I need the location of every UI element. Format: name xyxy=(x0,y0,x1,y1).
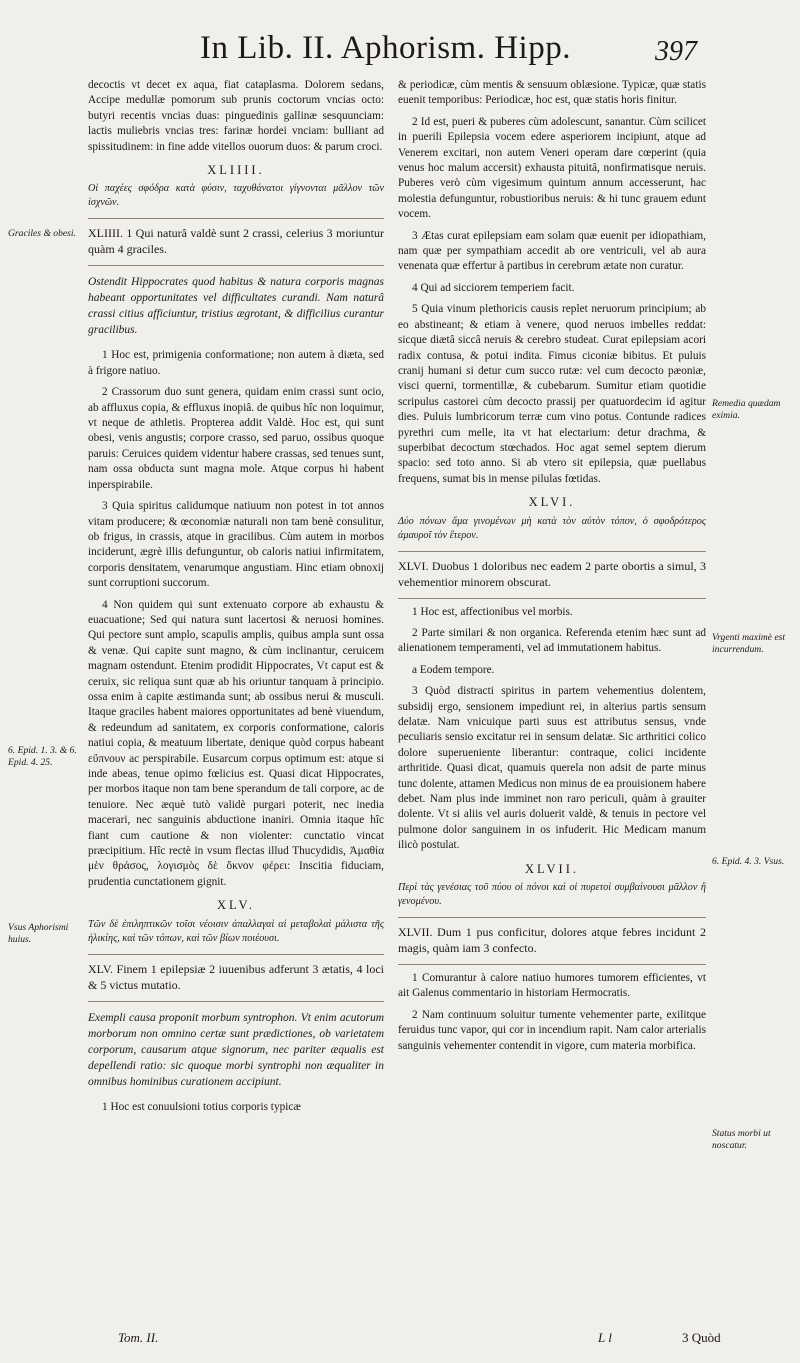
catchword: 3 Quòd xyxy=(682,1330,721,1345)
divider-rule xyxy=(88,218,384,219)
aphorism-44-heading: XLIIII. xyxy=(207,163,265,178)
right-column xyxy=(398,78,706,1060)
signature-mark: L l xyxy=(598,1330,612,1345)
divider-rule xyxy=(88,954,384,955)
aphorism-46-greek: Δύο πόνων ἅμα γινομένων μὴ κατὰ τὸν αὐτὸν τόπον, ὁ σφοδρότερος ἀμαυροῖ τὸν ἕτερον. xyxy=(398,515,706,541)
divider-rule xyxy=(88,1001,384,1002)
aphorism-45-heading: XLV. xyxy=(216,898,256,913)
aphorism-47-greek: Περὶ τὰς γενέσιας τοῦ πύου οἱ πόνοι καὶ οἱ πυρετοὶ συμβαίνουσι μᾶλλον ἢ γενομένου. xyxy=(398,882,706,908)
aphorism-46-latin: XLVI. Duobus 1 doloribus nec eadem 2 parte obortis a simul, 3 vehementior minorem obscurat. xyxy=(398,558,706,589)
divider-rule xyxy=(398,917,706,918)
divider-rule xyxy=(88,265,384,266)
volume-mark: Tom. II. xyxy=(118,1330,159,1345)
aphorism-47-latin: XLVII. Dum 1 pus conficitur, dolores atque febres incidunt 2 magis, quàm iam 3 confecto. xyxy=(398,925,706,956)
aphorism-44-latin: XLIIII. 1 Qui naturâ valdè sunt 2 crassi, celerius 3 moriuntur quàm 4 graciles. xyxy=(88,226,384,257)
note-paragraph: 2 Crassorum duo sunt genera, quidam enim crassi sunt ocio, ab affluxus copia, & effluxus inopiâ. de quibus hîc non loquimur, vt neque de athletis. Propterea addit Valdè. Hoc est, qui sunt obesi, venis angustis; corpore crasso, sed paruo, ossibus quoque paruis: Ceruices quidem videntur habere crassas, sed tenues sunt, nam ossa obducta sunt magna mole. Atque corpus hi habent inperspirabile. xyxy=(88,386,384,491)
note-paragraph: 4 Qui ad sicciorem temperiem facit. xyxy=(412,281,575,294)
note-paragraph: 1 Hoc est conuulsioni totius corporis typicæ xyxy=(102,1100,301,1113)
note-paragraph: 2 Id est, pueri & puberes cùm adolescunt, sanantur. Cùm scilicet in puerili Epilepsia vocem edere asperiorem incipiunt, atque ad Venerem excitari, non autem Veneri operam dare cœperint (quia venus hoc malum accersit) exhausta pituitâ, nonfirmatisque neruis. Puberes verò cùm vigesimum quintum annum accesserunt, hac molestia defunguntur, robustioribus neruis: & hi tunc grauem edunt vocem. xyxy=(398,115,706,221)
left-intro-text: decoctis vt decet ex aqua, fiat cataplasma. Dolorem sedans, Accipe medullæ pomorum sub prunis coctorum vncias octo: butyri recentis vncias duas: pinguedinis gallinæ sesquunciam: lactis muliebris vncias tres: farinæ hordei vnciam: bulliant ad spissitudinem: in fine adde vitellos ouorum duos: & parum croci. xyxy=(88,79,384,153)
divider-rule xyxy=(398,964,706,965)
aphorism-44-commentary: Ostendit Hippocrates quod habitus & natura corporis magnas habeant opportunitates vel difficultates curandi. Nam naturâ crassi citius afficiuntur, tristius ægrotant, & difficilius curantur gracilibus. xyxy=(88,276,384,337)
aphorism-47-heading: XLVII. xyxy=(525,861,579,876)
right-intro-text: & periodicæ, cùm mentis & sensuum oblæsione. Typicæ, quæ statis euenit temporibus: Periodicæ, hoc est, quæ statis horis finitur. xyxy=(398,79,706,107)
note-paragraph: 3 Ætas curat epilepsiam eam solam quæ euenit per idiopathiam, nam quæ per sympathiam accedit ab ore ventriculi, vel ab aura venenata quæ effertur à partibus in cerebrum ætate non curatur. xyxy=(398,229,706,273)
note-paragraph: 1 Hoc est, primigenia conformatione; non autem à diæta, sed à frigore natiuo. xyxy=(88,349,384,377)
aphorism-45-commentary: Exempli causa proponit morbum syntrophon. Vt enim acutorum morborum non omnino certæ sunt prædictiones, ob varietatem corporum, causarum atque signorum, nec pariter æqualis est depellendi ratio: sic quoque morbi syntrophi non æqualiter in omnibus hominibus curationem accipiunt. xyxy=(88,1011,384,1088)
note-paragraph: 1 Hoc est, affectionibus vel morbis. xyxy=(412,605,573,618)
note-paragraph: a Eodem tempore. xyxy=(412,663,495,676)
running-head-title: In Lib. II. Aphorism. Hipp. xyxy=(200,30,571,66)
margin-note-remedia: Remedia quædam eximia. xyxy=(712,398,781,421)
aphorism-45-greek: Τῶν δὲ ἐπιληπτικῶν τοῖσι νέοισιν ἀπαλλαγαὶ αἱ μεταβολαὶ μάλιστα τῆς ἡλικίης, καὶ τῶν τόπων, καὶ τῶν βίων ποιέουσι. xyxy=(88,918,384,944)
aphorism-46-heading: XLVI. xyxy=(528,495,576,510)
margin-note-urgenti: Vrgenti maximè est incurrendum. xyxy=(712,632,785,655)
aphorism-44-greek: Οἱ παχέες σφόδρα κατὰ φύσιν, ταχυθάνατοι γίγνονται μᾶλλον τῶν ἰσχνῶν. xyxy=(88,183,384,209)
left-column xyxy=(88,78,384,1121)
note-paragraph: 2 Parte similari & non organica. Referenda etenim hæc sunt ad alienationem temperamenti, vel ad immutationem habitus. xyxy=(398,626,706,655)
divider-rule xyxy=(398,598,706,599)
margin-note-epid-right: 6. Epid. 4. 3. Vsus. xyxy=(712,856,785,867)
margin-note-status: Status morbi ut noscatur. xyxy=(712,1128,771,1151)
note-paragraph: 3 Quia spiritus calidumque natiuum non potest in tot annos vitam producere; & œconomiæ naturali non tam benè consulitur, ob frigus, in crassis, atque in gracilibus. Cùm autem in morbos inciderunt, ægrè illis defunguntur, ob caloris natiui infirmitatem, corporis densitatem, venarumque angustiam. Hinc etiam obnoxij sunt corruptioni succorum. xyxy=(88,500,384,590)
note-paragraph: 1 Comurantur à calore natiuo humores tumorem efficientes, vt ait Galenus commentario in historiam Hermocratis. xyxy=(398,972,706,1000)
page-number: 397 xyxy=(655,36,697,67)
margin-note-graciles: Graciles & obesi. xyxy=(8,228,76,239)
note-paragraph: 3 Quòd distracti spiritus in partem vehementius dolentem, subsidij ergo, sensionem impediunt rei, in alterius partis sensum delatæ. Nam vnicuique parti suus est attributus sensus, vnde peculiaris sensio excitatur rei in sensum delatæ. Sic arthritici colico dolore superueniente liberantur: contraque, colici incidente arthritide. Quasi dicat, quamuis querela non adsit de parte minus tunc dolente, attamen Medicus non minus de ea prouisionem habere debet. Nam plus inde imminet non raro periculi, quàm à grauiter dolente. Vt si aliis vel auris doluerit valdè, & tenuis in pectore vel pulmone dolor sanguinem in os infuderit. Hic Medicam manum ilicò postulat. xyxy=(398,685,706,852)
divider-rule xyxy=(398,551,706,552)
note-paragraph: 4 Non quidem qui sunt extenuato corpore ab exhaustu & euacuatione; Sed qui natura sunt lacertosi & neruosi homines. Qui pectore sunt amplo, scapulis amplis, quibus ampla sunt ossa & venæ. Qui capite sunt magno, & cùm inclinantur, ceruicem magnam ostendunt. Etenim prodidit Hippocrates, Vt caput est & ceruix, sic reliqua sunt quæ ab his oriuntur tanquam à principio. ossa enim à capite æstimanda sunt; ab ossibus nerui & musculi. Itaque graciles habent maiores opportunitates ad benè viuendum, & redeundum ad sanitatem, ex corporis conformatione, caloris natiui copia, & meatuum libertate, denique quòd corpus habeant εὔπνουν ac perspirabile. Eusarcum corpus optimum est: atque si inde abeas, tenue opimo fœlicius est. Quasi dicat Hippocrates, per morbos itaque non tam bene sperandum de tali corpore, ac de tenuiore. Nec æquè tutò validè purgari poterit, nec inedia macerari, nec sanguinis abductione inaniri. Omnia itaque hîc fiant cum cautione & non violenter: cunctatio vincat præcipitium. Hîc rectè in vsum flectas illud Thucydidis, Ἀμαθία μὲν θράσος, λογισμὸς δὲ ὄκνον φέρει: Inscitia fiduciam, prudentia cunctationem gignit. xyxy=(88,598,384,888)
aphorism-45-latin: XLV. Finem 1 epilepsiæ 2 iuuenibus adferunt 3 ætatis, 4 loci & 5 victus mutatio. xyxy=(88,961,384,992)
margin-note-epid-left: 6. Epid. 1. 3. & 6. Epid. 4. 25. xyxy=(8,745,77,768)
margin-note-usus: Vsus Aphorismi huius. xyxy=(8,922,69,945)
note-paragraph: 2 Nam continuum soluitur tumente vehementer parte, exilitque feruidus tunc vapor, qui cor in incendium rapit. Nam calor arterialis sanguinis vehementer contendit in vigore, cum materia morbifica. xyxy=(398,1008,706,1052)
note-paragraph: 5 Quia vinum plethoricis causis replet neruorum principium; ab eo abstineant; & etiam à venere, quod neruos imbelles reddat: sicque diætâ siccâ neruis & cerebro studeat. Curat epilepsiam acori radix contusa, & potui indita. Fimus ciconiæ bibitus. Et puluis cranij humani si detur cum succo rutæ: vel cum decocto pæoniæ, visci querni, tormentillæ, & cubebarum. Sumitur etiam quotidie scripulus castorei cùm decocto prassij per quatuordecim id agitur dies. Puluis lumbricorum terræ cum vino potus. Contunde radices pyrethri cum melle, ita vt hat electarium: detur drachma, & superbibat decoctum stœchados. Hoc agat semel septem dierum spacio: sed toto anno. Si ab vtero sit epilepsia, quæ puellabus frequens, sumat bis in mense pilulas fœtidas. xyxy=(398,303,706,485)
